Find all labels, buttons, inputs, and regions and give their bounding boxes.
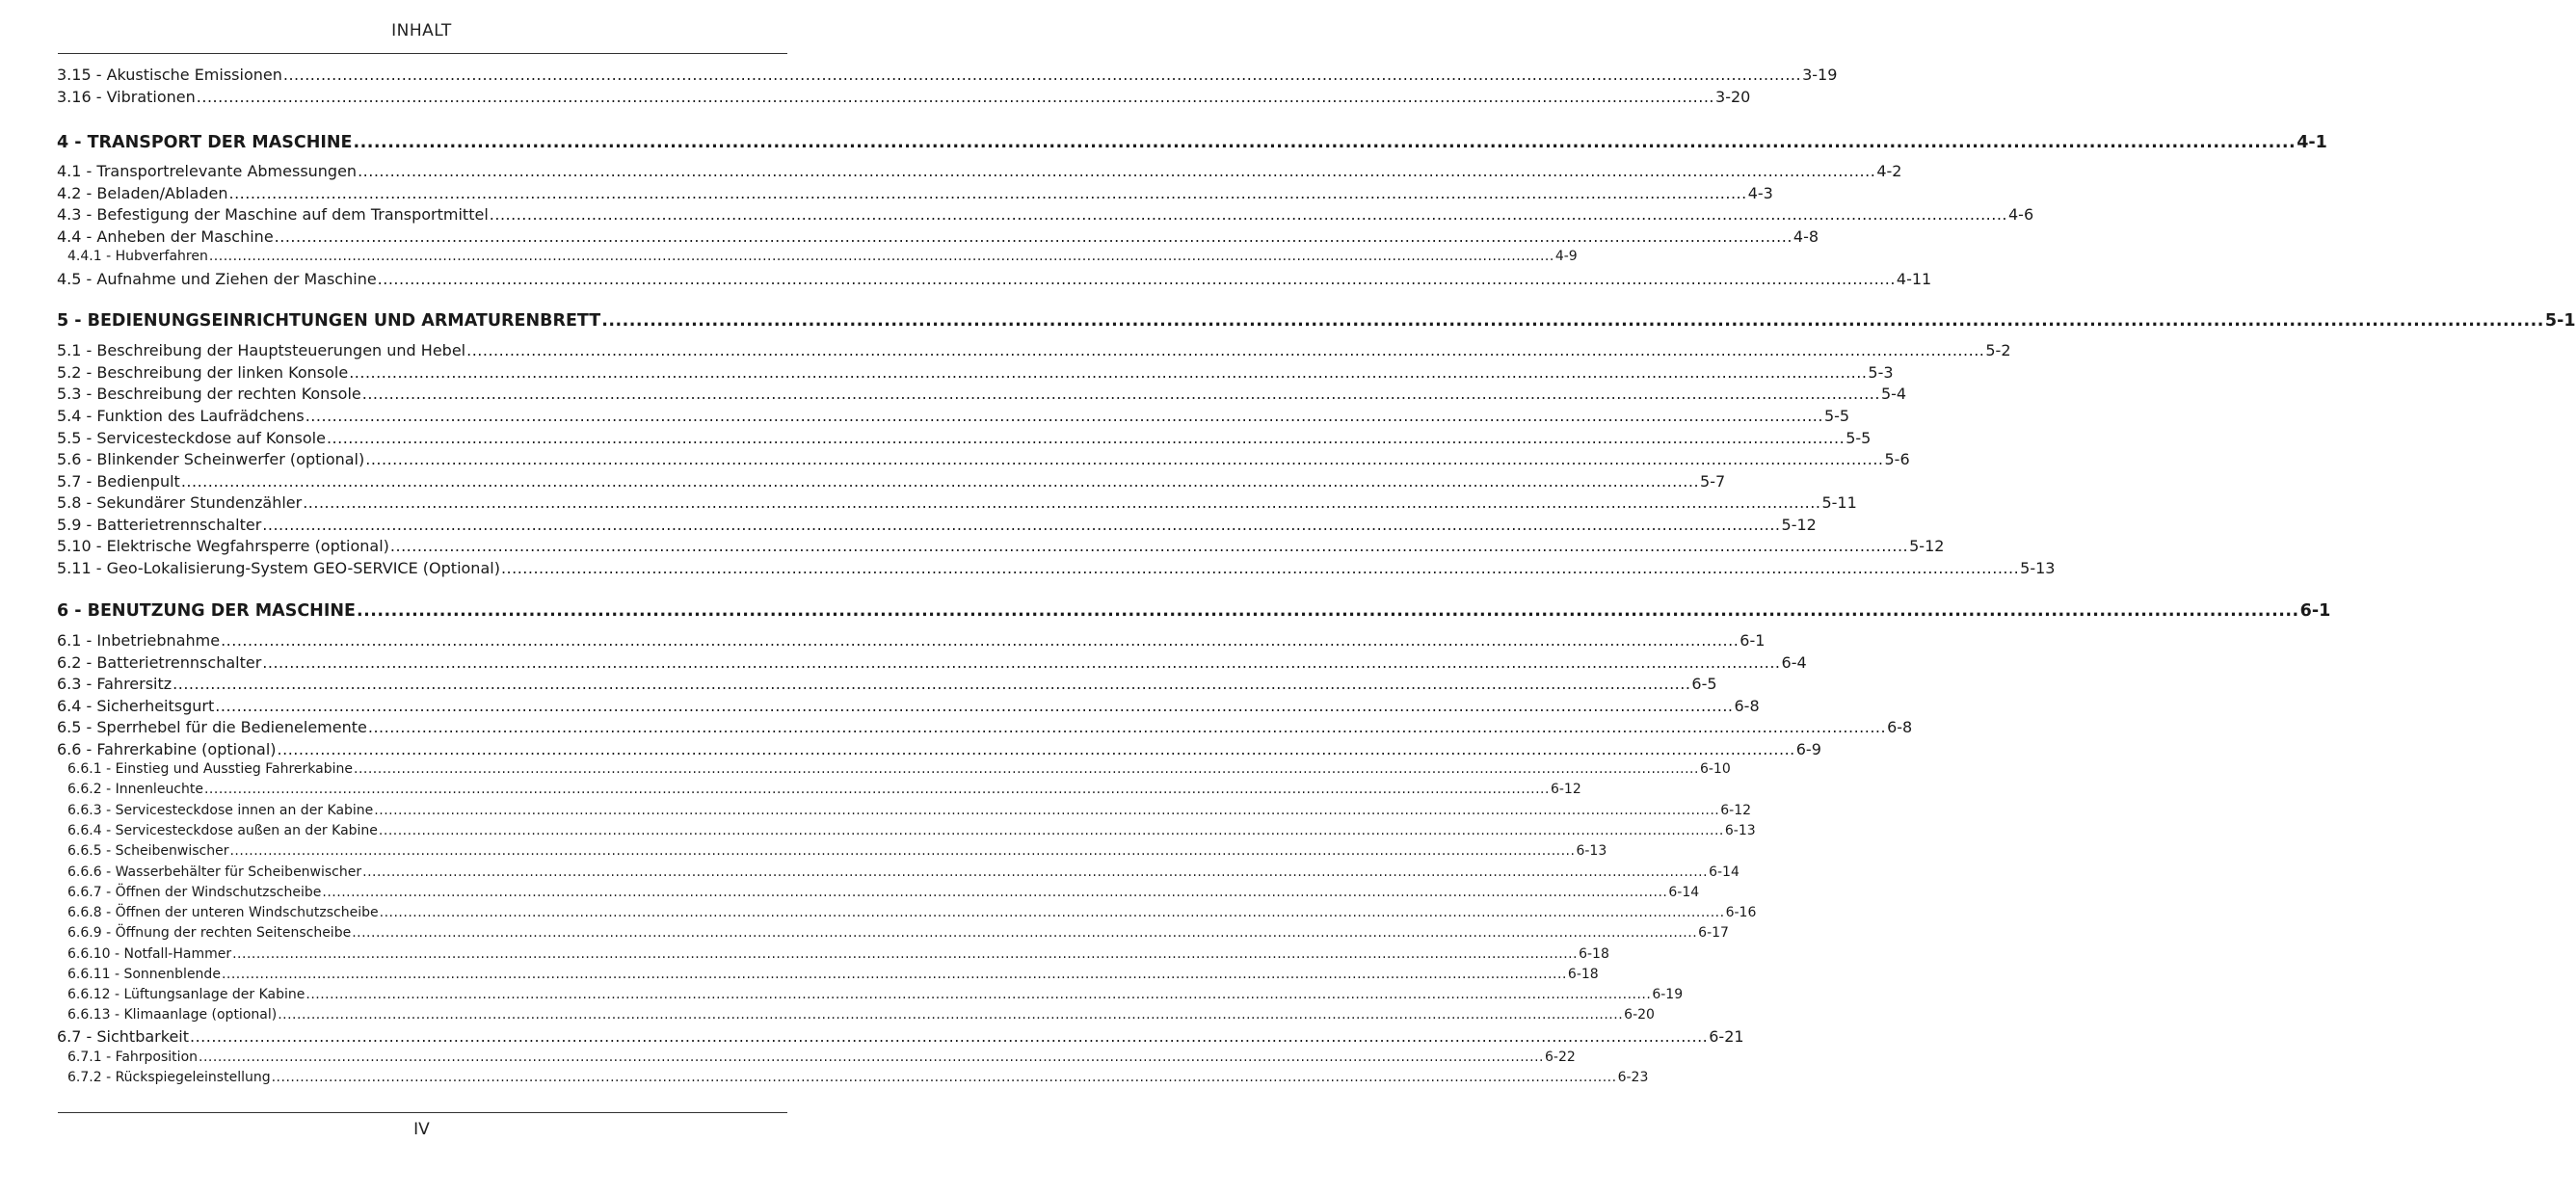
toc-leader: ..........................................................................................................................................................................................................................................................................................	[367, 718, 1887, 736]
toc-leader: ..........................................................................................................................................................................................................................................................................................	[466, 341, 1985, 359]
toc-entry-title: 5.8 - Sekundärer Stundenzähler	[57, 493, 303, 512]
toc-entry-title: 6.6.12 - Lüftungsanlage der Kabine	[67, 987, 305, 1002]
toc-leader: ..........................................................................................................................................................................................................................................................................................	[196, 88, 1715, 106]
toc-entry[interactable]	[57, 205, 2034, 226]
toc-entry[interactable]	[57, 675, 1717, 696]
toc-leader: ..........................................................................................................................................................................................................................................................................................	[262, 653, 1781, 672]
toc-entry-title: 6.6.13 - Klimaanlage (optional)	[67, 1007, 278, 1023]
toc-entry-page: 6-23	[1617, 1070, 1649, 1085]
toc-entry-title: 6.7.1 - Fahrposition	[67, 1050, 199, 1065]
toc-entry-title: 6.1 - Inbetriebnahme	[57, 631, 221, 650]
toc-entry-page: 4-8	[1793, 227, 1819, 246]
toc-entry[interactable]	[57, 66, 1838, 87]
toc-entry-page: 4-2	[1876, 162, 1902, 180]
toc-subentry[interactable]	[57, 843, 1607, 863]
toc-entry-page: 6-17	[1698, 925, 1729, 941]
toc-leader: ..........................................................................................................................................................................................................................................................................................	[305, 407, 1823, 425]
toc-entry[interactable]	[57, 493, 1857, 515]
toc-leader: ..........................................................................................................................................................................................................................................................................................	[208, 249, 1554, 264]
toc-entry[interactable]	[57, 740, 1821, 761]
toc-leader: ..........................................................................................................................................................................................................................................................................................	[379, 905, 1725, 920]
toc-entry-page: 6-4	[1781, 653, 1807, 672]
toc-subentry[interactable]	[57, 1050, 1576, 1069]
toc-leader: ..........................................................................................................................................................................................................................................................................................	[500, 559, 2020, 577]
toc-entry[interactable]	[57, 450, 1910, 471]
toc-subentry[interactable]	[57, 925, 1729, 944]
toc-entry-title: 5.4 - Funktion des Laufrädchens	[57, 407, 305, 425]
toc-entry-page: 6-19	[1652, 987, 1684, 1002]
toc-entry-page: 4-11	[1896, 270, 1932, 288]
toc-leader: ..........................................................................................................................................................................................................................................................................................	[221, 967, 1567, 982]
toc-entry-page: 5-12	[1781, 516, 1817, 534]
toc-entry-title: 6.6.7 - Öffnen der Windschutzscheibe	[67, 885, 322, 900]
toc-entry[interactable]	[57, 429, 1872, 450]
toc-entry[interactable]	[57, 162, 1902, 183]
toc-entry-page: 5-11	[1821, 493, 1857, 512]
toc-entry-title: 6.6.5 - Scheibenwischer	[67, 843, 229, 859]
toc-entry-title: 4.1 - Transportrelevante Abmessungen	[57, 162, 358, 180]
toc-leader: ..........................................................................................................................................................................................................................................................................................	[601, 311, 2544, 331]
footer-rule	[58, 1112, 787, 1113]
toc-leader: ..........................................................................................................................................................................................................................................................................................	[232, 946, 1579, 962]
toc-leader: ..........................................................................................................................................................................................................................................................................................	[389, 537, 1909, 555]
header-rule	[58, 53, 787, 54]
toc-leader: ..........................................................................................................................................................................................................................................................................................	[358, 162, 1876, 180]
toc-leader: ..........................................................................................................................................................................................................................................................................................	[277, 740, 1795, 758]
toc-entry-page: 4-9	[1554, 249, 1578, 264]
toc-chapter-title: 6 - BENUTZUNG DER MASCHINE	[57, 601, 356, 621]
toc-entry-title: 6.6.10 - Notfall-Hammer	[67, 946, 232, 962]
toc-subentry[interactable]	[57, 761, 1731, 781]
toc-entry-page: 6-20	[1624, 1007, 1655, 1023]
toc-entry-page: 5-13	[2020, 559, 2056, 577]
toc-entry[interactable]	[57, 472, 1726, 493]
toc-leader: ..........................................................................................................................................................................................................................................................................................	[353, 133, 2297, 152]
toc-entry-title: 4.4 - Anheben der Maschine	[57, 227, 274, 246]
toc-chapter[interactable]	[57, 311, 2576, 336]
toc-entry-title: 5.9 - Batterietrennschalter	[57, 516, 262, 534]
toc-subentry[interactable]	[57, 803, 1752, 822]
toc-entry-page: 4-3	[1747, 184, 1773, 202]
toc-leader: ..........................................................................................................................................................................................................................................................................................	[322, 885, 1668, 900]
toc-leader: ..........................................................................................................................................................................................................................................................................................	[362, 864, 1709, 880]
toc-leader: ..........................................................................................................................................................................................................................................................................................	[228, 184, 1747, 202]
toc-leader: ..........................................................................................................................................................................................................................................................................................	[180, 472, 1700, 491]
toc-leader: ..........................................................................................................................................................................................................................................................................................	[215, 697, 1734, 715]
toc-leader: ..........................................................................................................................................................................................................................................................................................	[199, 1050, 1544, 1065]
toc-entry-title: 6.3 - Fahrersitz	[57, 675, 173, 693]
toc-subentry[interactable]	[57, 967, 1599, 986]
toc-subentry[interactable]	[57, 864, 1739, 884]
toc-entry-page: 6-18	[1579, 946, 1609, 962]
toc-chapter-page: 4-1	[2297, 133, 2327, 152]
toc-entry-title: 4.4.1 - Hubverfahren	[67, 249, 208, 264]
toc-chapter-title: 5 - BEDIENUNGSEINRICHTUNGEN UND ARMATURENBRETT	[57, 311, 601, 331]
toc-entry-page: 6-12	[1550, 782, 1581, 797]
toc-entry-title: 5.1 - Beschreibung der Hauptsteuerungen und Hebel	[57, 341, 466, 359]
toc-entry-title: 6.7 - Sichtbarkeit	[57, 1027, 189, 1046]
toc-entry-page: 5-3	[1868, 363, 1894, 382]
toc-leader: ..........................................................................................................................................................................................................................................................................................	[326, 429, 1846, 447]
toc-entry-title: 6.6.4 - Servicesteckdose außen an der Kabine	[67, 823, 378, 838]
toc-leader: ..........................................................................................................................................................................................................................................................................................	[365, 450, 1884, 468]
toc-entry[interactable]	[57, 559, 2056, 580]
toc-entry-page: 6-14	[1668, 885, 1700, 900]
toc-entry-page: 6-22	[1544, 1050, 1576, 1065]
toc-entry-title: 6.6.1 - Einstieg und Ausstieg Fahrerkabine	[67, 761, 353, 777]
toc-entry-page: 5-7	[1700, 472, 1726, 491]
toc-entry-title: 5.6 - Blinkender Scheinwerfer (optional)	[57, 450, 365, 468]
toc-subentry[interactable]	[57, 905, 1757, 924]
toc-chapter[interactable]	[57, 601, 2331, 626]
toc-leader: ..........................................................................................................................................................................................................................................................................................	[303, 493, 1821, 512]
toc-entry[interactable]	[57, 407, 1850, 428]
toc-entry-title: 6.6.11 - Sonnenblende	[67, 967, 221, 982]
toc-entry-page: 6-5	[1691, 675, 1717, 693]
toc-entry-page: 6-13	[1576, 843, 1607, 859]
toc-entry-title: 3.16 - Vibrationen	[57, 88, 196, 106]
toc-entry-page: 6-14	[1709, 864, 1739, 880]
page-number: IV	[413, 1120, 430, 1139]
toc-entry-title: 4.3 - Befestigung der Maschine auf dem Transportmittel	[57, 205, 489, 224]
toc-chapter[interactable]	[57, 133, 2327, 158]
toc-entry[interactable]	[57, 270, 1932, 291]
toc-entry-title: 5.11 - Geo-Lokalisierung-System GEO-SERVICE (Optional)	[57, 559, 500, 577]
toc-entry-title: 6.6.6 - Wasserbehälter für Scheibenwischer	[67, 864, 362, 880]
toc-entry-title: 6.6.3 - Servicesteckdose innen an der Kabine	[67, 803, 374, 818]
page-header-title: INHALT	[391, 21, 452, 40]
toc-entry-page: 3-19	[1802, 66, 1838, 84]
toc-entry-title: 3.15 - Akustische Emissionen	[57, 66, 282, 84]
toc-entry-page: 6-21	[1709, 1027, 1744, 1046]
toc-leader: ..........................................................................................................................................................................................................................................................................................	[378, 823, 1724, 838]
toc-leader: ..........................................................................................................................................................................................................................................................................................	[278, 1007, 1624, 1023]
toc-entry[interactable]	[57, 363, 1894, 385]
toc-entry-page: 5-5	[1823, 407, 1850, 425]
toc-entry-title: 6.4 - Sicherheitsgurt	[57, 697, 215, 715]
toc-leader: ..........................................................................................................................................................................................................................................................................................	[271, 1070, 1617, 1085]
toc-leader: ..........................................................................................................................................................................................................................................................................................	[349, 363, 1868, 382]
toc-subentry[interactable]	[57, 987, 1684, 1006]
toc-entry-page: 5-4	[1880, 385, 1907, 403]
toc-entry-page: 4-6	[2008, 205, 2034, 224]
toc-leader: ..........................................................................................................................................................................................................................................................................................	[203, 782, 1550, 797]
toc-chapter-page: 6-1	[2299, 601, 2331, 621]
toc-leader: ..........................................................................................................................................................................................................................................................................................	[190, 1027, 1709, 1046]
toc-entry[interactable]	[57, 88, 1751, 109]
toc-entry[interactable]	[57, 653, 1807, 675]
toc-entry-page: 6-13	[1724, 823, 1756, 838]
toc-subentry[interactable]	[57, 1070, 1649, 1089]
toc-entry-title: 6.6 - Fahrerkabine (optional)	[57, 740, 277, 758]
toc-entry[interactable]	[57, 718, 1913, 739]
toc-leader: ..........................................................................................................................................................................................................................................................................................	[274, 227, 1793, 246]
toc-entry[interactable]	[57, 227, 1819, 249]
toc-entry[interactable]	[57, 516, 1817, 537]
toc-chapter-title: 4 - TRANSPORT DER MASCHINE	[57, 133, 353, 152]
toc-entry-title: 6.5 - Sperrhebel für die Bedienelemente	[57, 718, 367, 736]
toc-entry-title: 5.10 - Elektrische Wegfahrsperre (optional)	[57, 537, 389, 555]
toc-entry[interactable]	[57, 631, 1766, 652]
toc-leader: ..........................................................................................................................................................................................................................................................................................	[173, 675, 1691, 693]
toc-entry[interactable]	[57, 341, 2011, 362]
toc-entry[interactable]	[57, 697, 1760, 718]
toc-leader: ..........................................................................................................................................................................................................................................................................................	[356, 601, 2299, 621]
toc-leader: ..........................................................................................................................................................................................................................................................................................	[229, 843, 1576, 859]
toc-leader: ..........................................................................................................................................................................................................................................................................................	[354, 761, 1699, 777]
toc-entry-title: 5.2 - Beschreibung der linken Konsole	[57, 363, 349, 382]
toc-entry-title: 6.6.9 - Öffnung der rechten Seitenscheibe	[67, 925, 352, 941]
toc-entry-page: 6-12	[1720, 803, 1752, 818]
toc-entry-title: 6.6.2 - Innenleuchte	[67, 782, 203, 797]
toc-entry-page: 6-16	[1725, 905, 1757, 920]
toc-leader: ..........................................................................................................................................................................................................................................................................................	[282, 66, 1802, 84]
toc-entry-title: 5.3 - Beschreibung der rechten Konsole	[57, 385, 361, 403]
toc-leader: ..........................................................................................................................................................................................................................................................................................	[377, 270, 1896, 288]
toc-subentry[interactable]	[57, 823, 1756, 842]
toc-subentry[interactable]	[57, 1007, 1655, 1026]
toc-chapter-page: 5-1	[2544, 311, 2576, 331]
toc-entry-page: 5-12	[1909, 537, 1945, 555]
toc-subentry[interactable]	[57, 782, 1581, 801]
toc-entry-page: 6-8	[1887, 718, 1913, 736]
toc-entry[interactable]	[57, 184, 1773, 205]
toc-leader: ..........................................................................................................................................................................................................................................................................................	[262, 516, 1781, 534]
toc-subentry[interactable]	[57, 885, 1700, 904]
toc-leader: ..........................................................................................................................................................................................................................................................................................	[221, 631, 1739, 650]
toc-entry-page: 5-2	[1985, 341, 2011, 359]
toc-entry[interactable]	[57, 385, 1907, 406]
toc-entry-title: 4.2 - Beladen/Abladen	[57, 184, 228, 202]
toc-entry[interactable]	[57, 537, 1945, 558]
toc-entry-page: 6-1	[1739, 631, 1766, 650]
toc-entry-title: 5.7 - Bedienpult	[57, 472, 180, 491]
toc-leader: ..........................................................................................................................................................................................................................................................................................	[374, 803, 1720, 818]
toc-entry-title: 6.2 - Batterietrennschalter	[57, 653, 262, 672]
toc-entry-page: 6-18	[1567, 967, 1599, 982]
toc-entry-page: 6-9	[1795, 740, 1821, 758]
toc-subentry[interactable]	[57, 946, 1609, 966]
toc-entry-page: 3-20	[1715, 88, 1751, 106]
toc-entry-page: 6-8	[1734, 697, 1760, 715]
toc-entry-title: 6.6.8 - Öffnen der unteren Windschutzscheibe	[67, 905, 379, 920]
toc-leader: ..........................................................................................................................................................................................................................................................................................	[305, 987, 1652, 1002]
toc-subentry[interactable]	[57, 249, 1578, 268]
toc-entry[interactable]	[57, 1027, 1744, 1049]
toc-entry-page: 5-5	[1846, 429, 1872, 447]
toc-entry-title: 5.5 - Servicesteckdose auf Konsole	[57, 429, 326, 447]
toc-entry-title: 4.5 - Aufnahme und Ziehen der Maschine	[57, 270, 377, 288]
toc-leader: ..........................................................................................................................................................................................................................................................................................	[489, 205, 2007, 224]
toc-entry-page: 5-6	[1884, 450, 1910, 468]
toc-leader: ..........................................................................................................................................................................................................................................................................................	[361, 385, 1880, 403]
toc-entry-page: 6-10	[1699, 761, 1731, 777]
toc-entry-title: 6.7.2 - Rückspiegeleinstellung	[67, 1070, 271, 1085]
toc-leader: ..........................................................................................................................................................................................................................................................................................	[352, 925, 1698, 941]
